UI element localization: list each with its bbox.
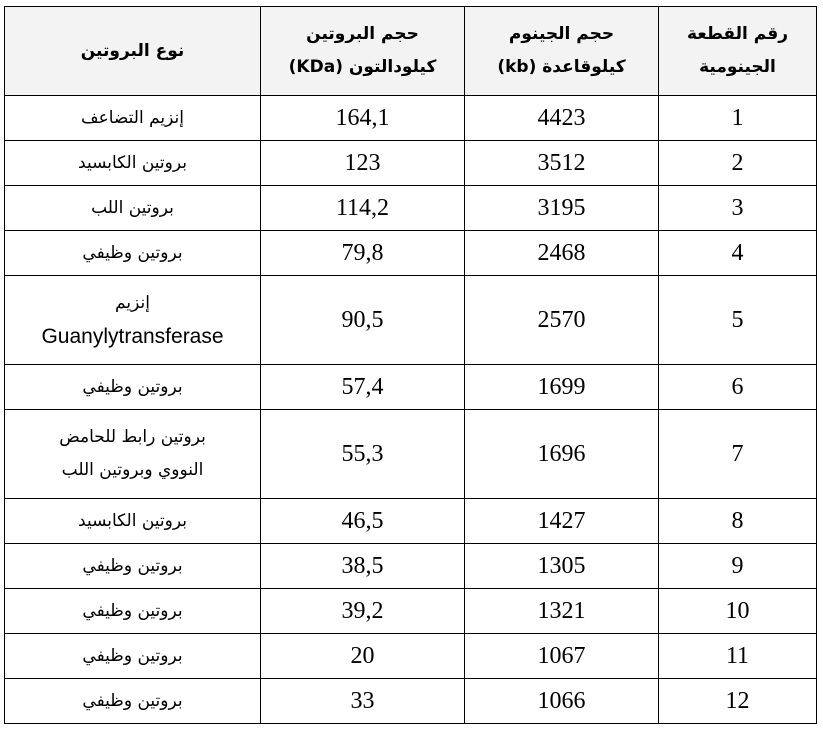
cell-genome-size: 1699 [465,365,659,410]
cell-protein-type [5,365,261,410]
protein-type-line: بروتين الكابسيد [78,510,187,531]
header-protein-size-line-1: حجم البروتين [306,24,419,44]
header-protein-type [5,7,261,96]
cell-segment-number: 8 [659,499,817,544]
header-segment-line-1: رقم القطعة [686,24,789,44]
cell-protein-type [5,589,261,634]
table-row [5,634,817,679]
cell-protein-size: 114,2 [261,186,465,231]
protein-type-line: النووي وبروتين اللب [61,460,204,480]
cell-protein-size: 39,2 [261,589,465,634]
table-body [5,96,817,724]
cell-protein-size: 55,3 [261,410,465,499]
table-row [5,276,817,365]
cell-segment-number: 5 [659,276,817,365]
table-row [5,544,817,589]
table-row [5,410,817,499]
header-segment-line-2: الجينومية [699,57,776,77]
header-protein-size-line-2: كيلودالتون (KDa) [288,57,437,77]
protein-type-line: إنزيم [115,293,150,313]
table-row [5,96,817,141]
cell-protein-size: 57,4 [261,365,465,410]
cell-protein-type [5,410,261,499]
protein-type-line: بروتين رابط للحامض [59,427,206,447]
cell-genome-size: 3195 [465,186,659,231]
cell-protein-size: 38,5 [261,544,465,589]
cell-protein-type [5,96,261,141]
cell-genome-size: 1321 [465,589,659,634]
cell-genome-size: 4423 [465,96,659,141]
header-genome-line-1: حجم الجينوم [508,24,615,44]
table-row [5,186,817,231]
protein-type-line: بروتين وظيفي [82,555,183,576]
cell-segment-number: 12 [659,679,817,724]
cell-segment-number: 6 [659,365,817,410]
cell-genome-size: 1696 [465,410,659,499]
protein-type-line: Guanylytransferase [41,325,224,348]
cell-genome-size: 1066 [465,679,659,724]
cell-segment-number: 10 [659,589,817,634]
cell-protein-type [5,499,261,544]
header-protein-type-line-1: نوع البروتين [80,40,185,61]
cell-protein-type [5,679,261,724]
protein-type-line: بروتين وظيفي [82,376,183,397]
cell-genome-size: 3512 [465,141,659,186]
cell-segment-number: 7 [659,410,817,499]
cell-genome-size: 1305 [465,544,659,589]
cell-protein-type [5,231,261,276]
table-row [5,365,817,410]
table-row [5,499,817,544]
cell-segment-number: 4 [659,231,817,276]
table-row [5,141,817,186]
cell-genome-size: 1067 [465,634,659,679]
cell-protein-size: 164,1 [261,96,465,141]
cell-genome-size: 1427 [465,499,659,544]
cell-segment-number: 1 [659,96,817,141]
cell-protein-type [5,634,261,679]
cell-protein-type [5,544,261,589]
protein-type-line: بروتين الكابسيد [78,152,187,173]
genome-segments-table [4,6,817,724]
cell-protein-size: 79,8 [261,231,465,276]
header-segment-number [659,7,817,96]
cell-segment-number: 9 [659,544,817,589]
cell-protein-type [5,141,261,186]
cell-protein-size: 90,5 [261,276,465,365]
protein-type-line: بروتين وظيفي [82,600,183,621]
protein-type-line: بروتين وظيفي [82,645,183,666]
protein-type-line: بروتين وظيفي [82,242,183,263]
protein-type-line: بروتين وظيفي [82,690,183,711]
cell-segment-number: 2 [659,141,817,186]
table-row [5,589,817,634]
cell-protein-type [5,186,261,231]
cell-protein-type [5,276,261,365]
table-header-row [5,7,817,96]
protein-type-line: بروتين اللب [91,197,174,218]
table-row [5,231,817,276]
header-genome-line-2: كيلوقاعدة (kb) [497,57,626,77]
cell-genome-size: 2468 [465,231,659,276]
table-row [5,679,817,724]
protein-type-line: إنزيم التضاعف [81,107,184,128]
cell-genome-size: 2570 [465,276,659,365]
cell-protein-size: 33 [261,679,465,724]
cell-protein-size: 20 [261,634,465,679]
header-genome-size [465,7,659,96]
cell-protein-size: 46,5 [261,499,465,544]
cell-protein-size: 123 [261,141,465,186]
header-protein-size [261,7,465,96]
cell-segment-number: 11 [659,634,817,679]
cell-segment-number: 3 [659,186,817,231]
